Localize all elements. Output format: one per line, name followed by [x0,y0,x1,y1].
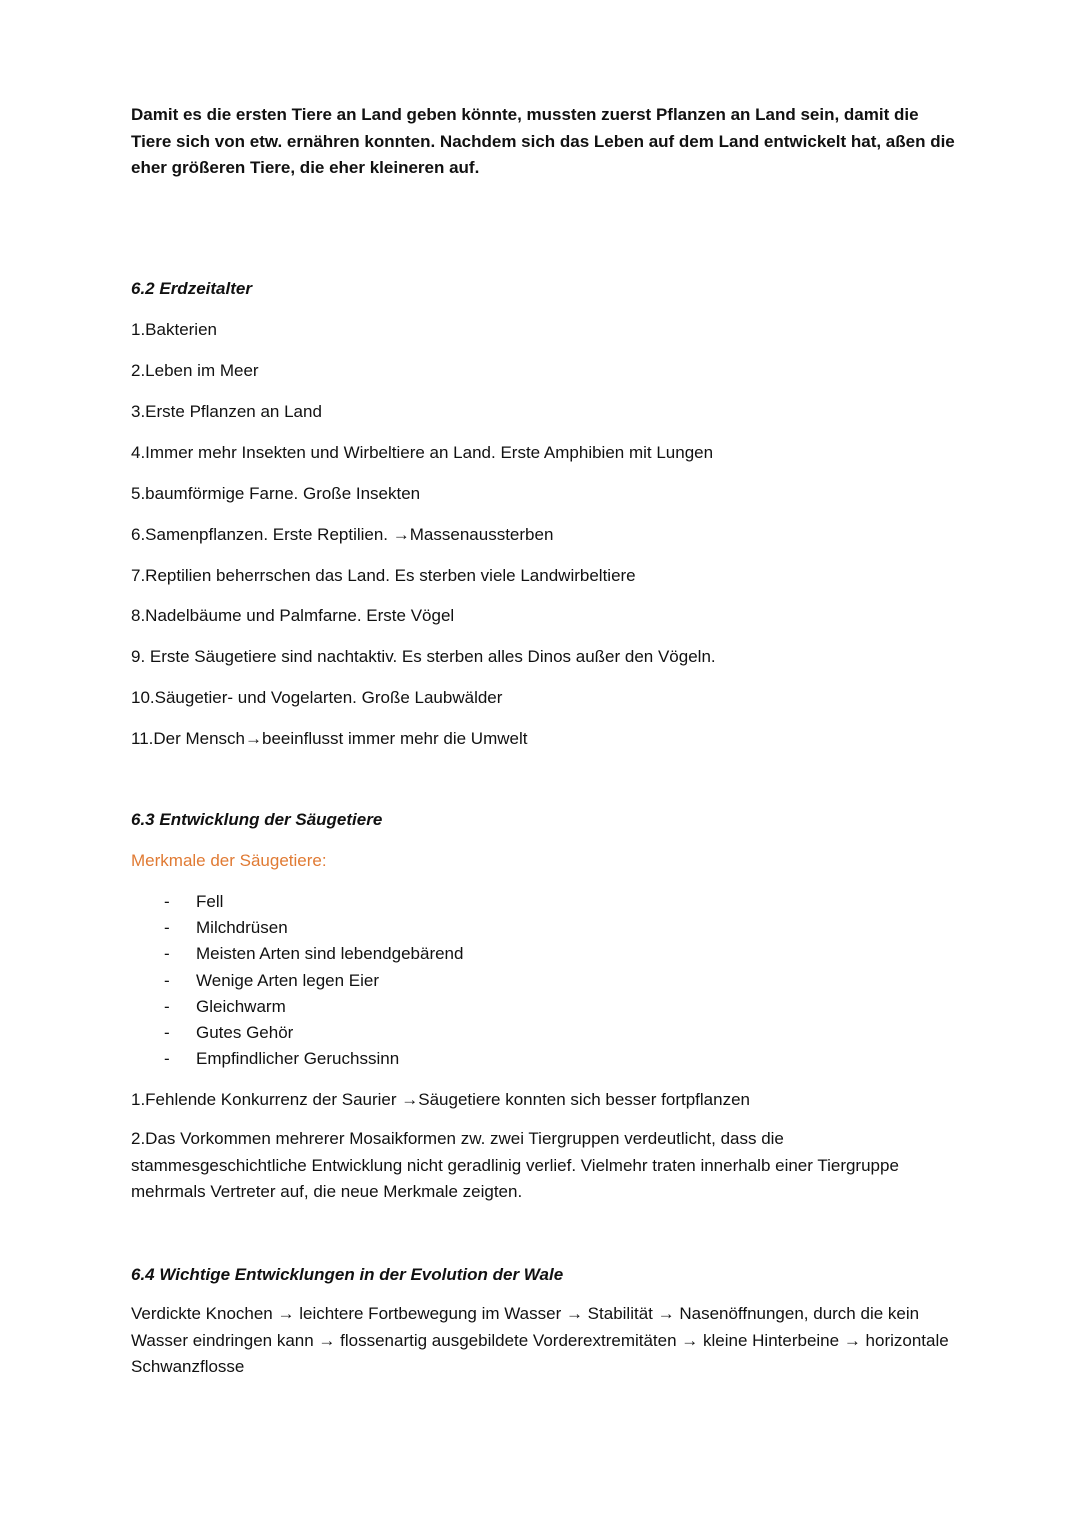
era-item-4: 4.Immer mehr Insekten und Wirbeltiere an Land. Erste Amphibien mit Lungen [131,443,714,462]
section-6-2-heading: 6.2 Erdzeitalter [131,279,252,298]
era-item-11: 11.Der Mensch→beeinflusst immer mehr die Umwelt [131,729,528,748]
era-item-6: 6.Samenpflanzen. Erste Reptilien. →Massenaussterben [131,525,554,544]
bullet-dash: - [164,918,170,938]
list-item-text: Gutes Gehör [196,1022,294,1042]
intro-paragraph: Damit es die ersten Tiere an Land geben könnte, mussten zuerst Pflanzen an Land sein, damit die Tiere sich von etw. ernähren konnten. Nachdem sich das Leben auf dem Land entwickelt hat, aßen die eher größeren Tiere, die eher kleineren auf. [131,105,955,177]
bullet-dash: - [164,996,170,1016]
mammal-point-2: 2.Das Vorkommen mehrerer Mosaikformen zw. zwei Tiergruppen verdeutlicht, dass die stammesgeschichtliche Entwicklung nicht geradlinig verlief. Vielmehr traten innerhalb einer Tiergruppe mehrmals Vertreter auf, die neue Merkmale zeigten. [131,1129,899,1201]
list-item-text: Wenige Arten legen Eier [196,970,380,990]
mammal-features-list [131,889,463,1072]
section-6-3-heading: 6.3 Entwicklung der Säugetiere [131,810,383,829]
mammal-point-1: 1.Fehlende Konkurrenz der Saurier →Säugetiere konnten sich besser fortpflanzen [131,1090,750,1109]
bullet-dash: - [164,1022,170,1042]
list-item [131,1020,463,1046]
list-item [131,1046,463,1072]
list-item-text: Fell [196,892,224,911]
bullet-dash: - [164,970,170,990]
era-item-7: 7.Reptilien beherrschen das Land. Es sterben viele Landwirbeltiere [131,566,636,585]
bullet-dash: - [164,944,170,964]
whale-evolution-paragraph: Verdickte Knochen → leichtere Fortbewegung im Wasser → Stabilität → Nasenöffnungen, durch die kein Wasser eindringen kann → flossenartig ausgebildete Vorderextremitäten → kleine Hinterbeine → horizontale Schwanzflosse [131,1304,949,1376]
mammal-features-subheading: Merkmale der Säugetiere: [131,851,327,870]
era-item-5: 5.baumförmige Farne. Große Insekten [131,484,421,503]
list-item [131,941,463,967]
list-item-text: Gleichwarm [196,996,286,1016]
list-item-text: Empfindlicher Geruchssinn [196,1049,400,1069]
list-item [131,915,463,941]
era-item-8: 8.Nadelbäume und Palmfarne. Erste Vögel [131,606,455,625]
bullet-dash: - [164,1049,170,1069]
era-item-2: 2.Leben im Meer [131,361,259,380]
era-item-1: 1.Bakterien [131,320,217,339]
list-item [131,968,463,994]
era-item-10: 10.Säugetier- und Vogelarten. Große Laubwälder [131,688,503,707]
era-item-9: 9. Erste Säugetiere sind nachtaktiv. Es sterben alles Dinos außer den Vögeln. [131,647,716,666]
section-6-4-heading: 6.4 Wichtige Entwicklungen in der Evolution der Wale [131,1265,564,1284]
list-item [131,889,463,915]
bullet-dash: - [164,892,170,911]
list-item [131,994,463,1020]
list-item-text: Meisten Arten sind lebendgebärend [196,944,464,964]
era-item-3: 3.Erste Pflanzen an Land [131,402,322,421]
list-item-text: Milchdrüsen [196,918,288,938]
